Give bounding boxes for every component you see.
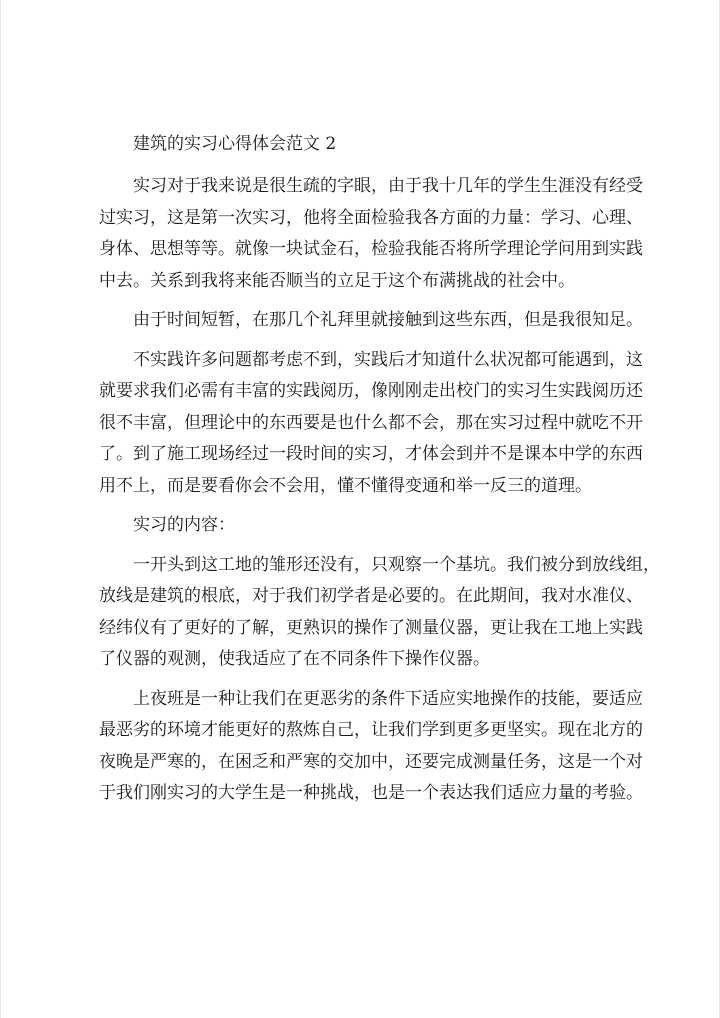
text-line: 经纬仪有了更好的了解，更熟识的操作了测量仪器，更让我在工地上实践	[99, 617, 643, 638]
text-line: 上夜班是一种让我们在更恶劣的条件下适应实地操作的技能，要适应	[133, 688, 643, 709]
paragraph	[99, 684, 643, 810]
text-line: 很不丰富，但理论中的东西要是也什么都不会，那在实习过程中就吃不开	[99, 412, 643, 433]
text-line: 放线是建筑的根底，对于我们初学者是必要的。在此期间，我对水准仪、	[99, 586, 643, 606]
document-body	[99, 128, 660, 810]
text-line: 就要求我们必需有丰富的实践阅历，像刚刚走出校门的实习生实践阅历还	[99, 381, 643, 401]
paragraph	[99, 550, 660, 676]
text-line: 一开头到这工地的雏形还没有，只观察一个基坑。我们被分到放线组，	[133, 554, 660, 575]
text-line: 不实践许多问题都考虑不到，实践后才知道什么状况都可能遇到，这	[133, 349, 643, 370]
text-line: 最恶劣的环境才能更好的熬炼自己，让我们学到更多更坚实。现在北方的	[99, 720, 643, 740]
paragraph	[99, 305, 643, 337]
text-line: 夜晚是严寒的，在困乏和严寒的交加中，还要完成测量任务，这是一个对	[99, 751, 643, 772]
text-line: 中去。关系到我将来能否顺当的立足于这个布满挑战的社会中。	[99, 270, 575, 291]
paragraph	[99, 171, 643, 297]
section-heading: 实习的内容：	[133, 515, 235, 535]
document-title: 建筑的实习心得体会范文 2	[133, 134, 337, 154]
text-line: 了。到了施工现场经过一段时间的实习，才体会到并不是课本中学的东西	[99, 444, 643, 464]
text-line: 过实习，这是第一次实习，他将全面检验我各方面的力量：学习、心理、	[99, 207, 643, 228]
text-line: 于我们刚实习的大学生是一种挑战，也是一个表达我们适应力量的考验。	[99, 783, 643, 803]
text-line: 了仪器的观测，使我适应了在不同条件下操作仪器。	[99, 649, 490, 669]
text-line: 身体、思想等等。就像一块试金石，检验我能否将所学理论学问用到实践	[99, 239, 643, 259]
text-line: 用不上，而是要看你会不会用，懂不懂得变通和举一反三的道理。	[99, 475, 592, 496]
text-line: 由于时间短暂，在那几个礼拜里就接触到这些东西，但是我很知足。	[133, 310, 643, 330]
text-line: 实习对于我来说是很生疏的字眼，由于我十几年的学生生涯没有经受	[133, 176, 643, 196]
paragraph	[99, 510, 633, 542]
paragraph	[99, 345, 643, 503]
